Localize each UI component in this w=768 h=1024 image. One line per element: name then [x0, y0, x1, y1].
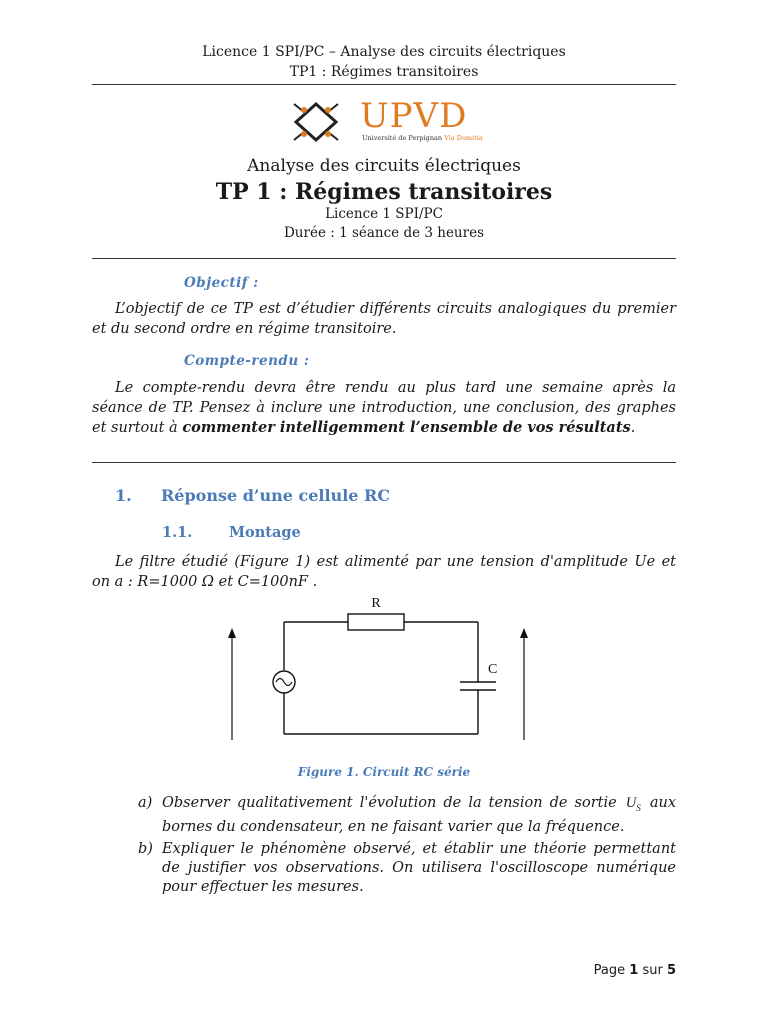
compte-rendu-emphasis: commenter intelligemment l’ensemble de vos résultats — [182, 419, 631, 436]
document-duration: Durée : 1 séance de 3 heures — [283, 225, 484, 241]
logo-tagline: Université de Perpignan Via Domitia — [362, 134, 483, 142]
page-number: Page 1 sur 5 — [593, 963, 676, 978]
rc-circuit-figure — [222, 592, 532, 752]
compte-rendu-heading: Compte-rendu : — [184, 353, 310, 369]
objectif-heading: Objectif : — [184, 275, 259, 291]
objectif-text: L’objectif de ce TP est d’étudier différents circuits analogiques du premier et du second ordre en régime transitoire. — [92, 301, 676, 337]
section-1-number: 1. — [115, 486, 132, 505]
compte-rendu-text: Le compte-rendu devra être rendu au plus tard une semaine après la séance de TP. Pensez à inclure une introduction, une conclusion, des graphes et surtout à commenter intelligemment l’ensemble de vos résultats. — [92, 380, 676, 436]
question-a-marker: a) — [138, 795, 153, 811]
section-1-1-title: Montage — [229, 524, 301, 541]
question-b-text: Expliquer le phénomène observé, et établir une théorie permettant de justifier vos observations. On utilisera l'oscilloscope numérique pour effectuer les mesures. — [162, 841, 676, 895]
input-arrow-head-icon — [228, 628, 236, 638]
document-subtitle: Analyse des circuits électriques — [247, 156, 521, 176]
document-level: Licence 1 SPI/PC — [325, 206, 443, 222]
upvd-logo — [288, 96, 483, 146]
header-rule — [92, 84, 676, 85]
title-rule — [92, 258, 676, 259]
capacitor-label: C — [488, 662, 498, 677]
logo-text: UPVD — [360, 96, 468, 136]
document-title: TP 1 : Régimes transitoires — [215, 179, 553, 205]
section-rule — [92, 462, 676, 463]
figure-caption: Figure 1. Circuit RC série — [297, 765, 471, 779]
section-1-1-number: 1.1. — [162, 524, 193, 541]
output-arrow-head-icon — [520, 628, 528, 638]
resistor-label: R — [371, 596, 381, 611]
section-1-title: Réponse d’une cellule RC — [161, 486, 391, 505]
question-a-text: Observer qualitativement l'évolution de la tension de sortie $U_S$ aux bornes du condensateur, en ne faisant varier que la fréquence. — [162, 795, 676, 835]
running-header-line-1: Licence 1 SPI/PC – Analyse des circuits électriques — [202, 44, 566, 60]
logo-emblem-icon — [288, 96, 348, 146]
question-b-marker: b) — [138, 841, 153, 857]
resistor-symbol — [348, 614, 404, 630]
montage-text: Le filtre étudié (Figure 1) est alimenté par une tension d'amplitude Ue et on a : R=1000 Ω et C=100nF . — [92, 554, 676, 590]
running-header-line-2: TP1 : Régimes transitoires — [289, 64, 479, 80]
